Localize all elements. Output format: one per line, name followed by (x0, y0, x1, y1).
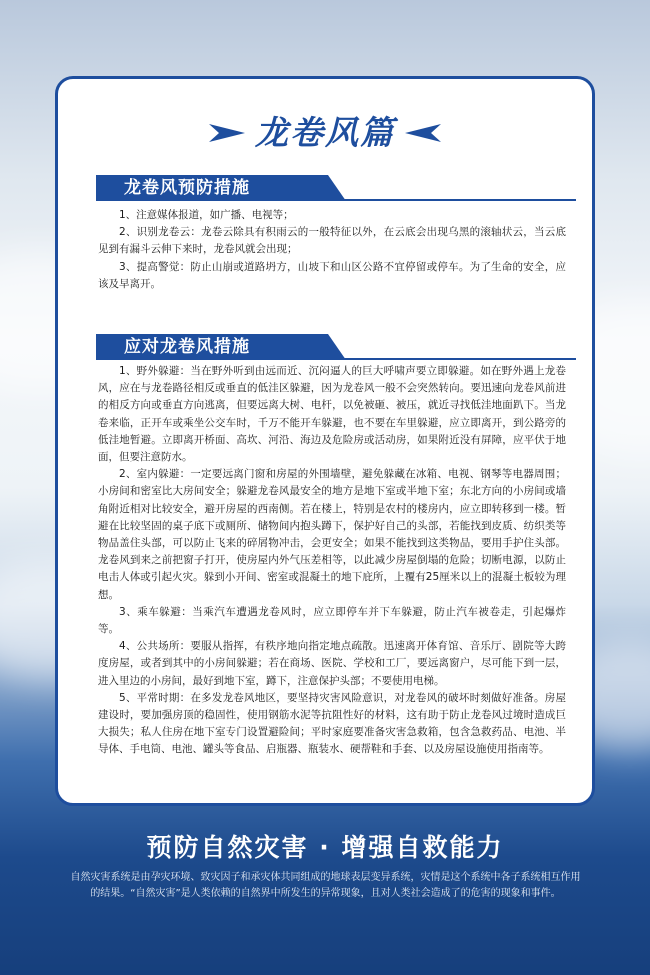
prevention-item: 2、识别龙卷云：龙卷云除具有积雨云的一般特征以外，在云底会出现乌黑的滚轴状云，当云底见到有漏斗云伸下来时，龙卷风就会出现； (98, 226, 566, 256)
content-card (55, 76, 595, 806)
section-divider (336, 199, 576, 201)
right-arrow-icon (405, 122, 441, 144)
section-heading-prevention (96, 175, 346, 201)
section-divider (336, 358, 576, 360)
response-paragraph: 3、乘车躲避：当乘汽车遭遇龙卷风时，应立即停车并下车躲避，防止汽车被卷走，引起爆炸等。 (98, 605, 566, 636)
response-paragraph: 2、室内躲避：一定要远离门窗和房屋的外围墙壁，避免躲藏在冰箱、电视、钢琴等电器周围；小房间和密室比大房间安全；躲避龙卷风最安全的地方是地下室或半地下室；东北方向的小房间或墙角附近相对比较安全，避开房屋的西南侧。若在楼上，特别是农村的楼房内，应立即转移到一楼。暂避在比较坚固的桌子底下或厕所、储物间内抱头蹲下，保护好自己的头部，若能找到皮质、纺织类等物品盖住头部，可以防止飞来的碎屑物冲击，会更安全；如果不能找到这类物品，要用手护住头部。龙卷风到来之前把窗子打开，使房屋内外气压差相等，以此减少房屋倒塌的危险；切断电源，以防止电击人体或引起火灾。躲到小开间、密室或混凝土的地下庇所，上覆有25厘米以上的混凝土板较为理想。 (98, 468, 566, 601)
response-paragraph: 5、平常时期：在多发龙卷风地区，要坚持灾害风险意识，对龙卷风的破坏时刻做好准备。房屋建设时，要加强房顶的稳固性，使用钢筋水泥等抗阻性好的材料，这有助于防止龙卷风过境时造成巨大损失；私人住房在地下室专门设置避险间；平时家庭要准备灾害急救箱，包含急救药品、电池、半导体、手电筒、电池、罐头等食品、启瓶器、瓶装水、硬帮鞋和手套、以及房屋设施使用指南等。 (98, 691, 566, 756)
prevention-item: 1、注意媒体报道，如广播、电视等； (119, 209, 294, 221)
prevention-text (98, 207, 566, 293)
response-paragraph: 1、野外躲避：当在野外听到由远而近、沉闷逼人的巨大呼啸声要立即躲避。如在野外遇上龙卷风，应在与龙卷路径相反或垂直的低洼区躲避，因为龙卷风一般不会突然转向。要迅速向龙卷风前进的相反方向或垂直方向逃离，但要远离大树、电杆，以免被砸、被压，就近寻找低洼地面趴下。当龙卷来临，正开车或乘坐公交车时，千万不能开车躲避，也不要在车里躲避，应立即离开，到公路旁的低洼地暂避。立即离开桥面、高坎、河沿、海边及危险房或活动房，如果附近没有屏障，应平伏于地面，但要注意防水。 (98, 365, 566, 464)
section-heading-response (96, 334, 346, 360)
response-paragraph: 4、公共场所：要服从指挥，有秩序地向指定地点疏散。迅速离开体育馆、音乐厅、剧院等大跨度房屋，或者到其中的小房间躲避；若在商场、医院、学校和工厂，要远离窗户，尽可能下到一层，进入里边的小房间，最好到地下室，蹲下，注意保护头部；不要使用电梯。 (98, 640, 566, 687)
description: 自然灾害系统是由孕灾环境、致灾因子和承灾体共同组成的地球表层变异系统，灾情是这个系统中各子系统相互作用的结果。“自然灾害”是人类依赖的自然界中所发生的异常现象，且对人类社会造成了的危害的现象和事件。 (70, 872, 581, 899)
page-title: 龙卷风篇 (255, 113, 395, 152)
section-title: 应对龙卷风措施 (124, 337, 250, 357)
section-title: 龙卷风预防措施 (124, 178, 250, 198)
slogan: 预防自然灾害 · 增强自救能力 (146, 833, 504, 862)
prevention-item: 3、提高警觉：防止山崩或道路坍方，山坡下和山区公路不宜停留或停车。为了生命的安全，应该及早离开。 (98, 260, 566, 290)
response-text (98, 363, 566, 759)
left-arrow-icon (209, 122, 245, 144)
title-area (58, 113, 592, 153)
